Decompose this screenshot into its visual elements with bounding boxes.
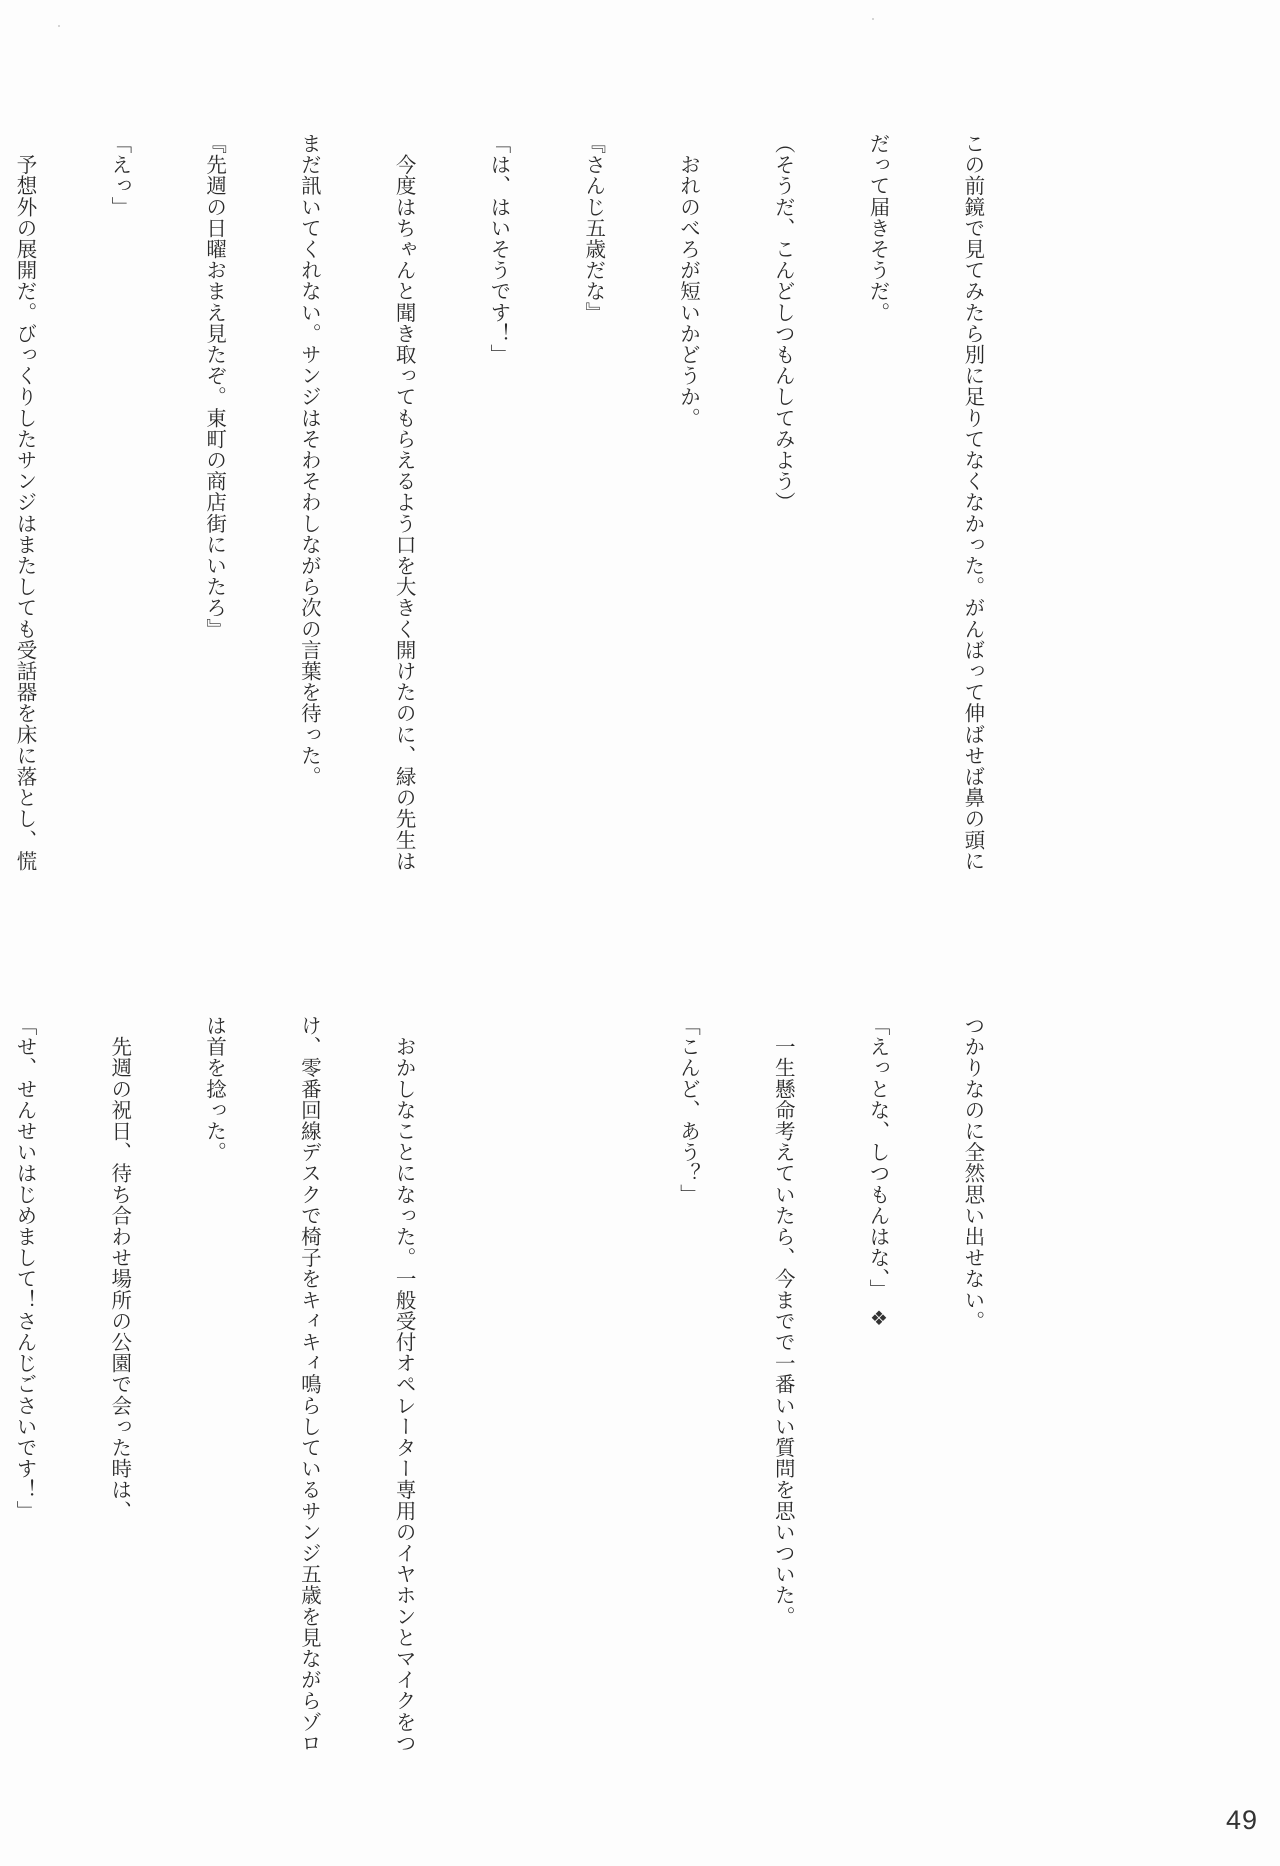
upper-text-column <box>13 133 1051 924</box>
text-line: 予想外の展開だ。びっくりしたサンジはまたしても受話器を床に落とし、慌 <box>13 133 37 872</box>
text-line: まだ訊いてくれない。サンジはそわそわしながら次の言葉を待った。 <box>297 133 322 788</box>
section-break-ornament: ❖ <box>870 1306 888 1330</box>
text-line: おれのべろが短いかどうか。 <box>676 133 701 429</box>
scan-speck <box>872 18 874 20</box>
page-number: 49 <box>1225 1805 1258 1835</box>
text-line: 「は、はいそうです！」 <box>486 133 511 366</box>
text-line: 一生懸命考えていたら、今までで一番いい質問を思いついた。 <box>771 1015 796 1627</box>
text-line: け、零番回線デスクで椅子をキィキィ鳴らしているサンジ五歳を見ながらゾロ <box>297 1015 322 1754</box>
text-line: 「せ、せんせいはじめまして！さんじごさいです！」 <box>13 1015 37 1522</box>
text-line: だって届きそうだ。 <box>866 133 891 323</box>
lower-text-column <box>13 1015 1051 1754</box>
text-line: 今度はちゃんと聞き取ってもらえるよう口を大きく開けたのに、緑の先生は <box>392 133 417 872</box>
scan-speck <box>58 25 60 27</box>
text-line: 「えっ」 <box>107 133 132 218</box>
text-line: 『さんじ五歳だな』 <box>581 133 606 323</box>
text-line: 「こんど、あう？」 <box>676 1015 701 1205</box>
text-line: この前鏡で見てみたら別に足りてなくなかった。がんばって伸ばせば鼻の頭に <box>960 133 985 872</box>
text-line: つかりなのに全然思い出せない。 <box>960 1015 985 1332</box>
text-line: おかしなことになった。一般受付オペレーター専用のイヤホンとマイクをつ <box>392 1015 417 1754</box>
text-line: は首を捻った。 <box>202 1015 227 1163</box>
text-line: 『先週の日曜おまえ見たぞ。東町の商店街にいたろ』 <box>202 133 227 640</box>
text-line: （そうだ、こんどしつもんしてみよう） <box>771 133 796 513</box>
text-line: 「えっとな、しつもんはな、」 <box>866 1015 891 1301</box>
text-line: 先週の祝日、待ち合わせ場所の公園で会った時は、 <box>107 1015 132 1522</box>
